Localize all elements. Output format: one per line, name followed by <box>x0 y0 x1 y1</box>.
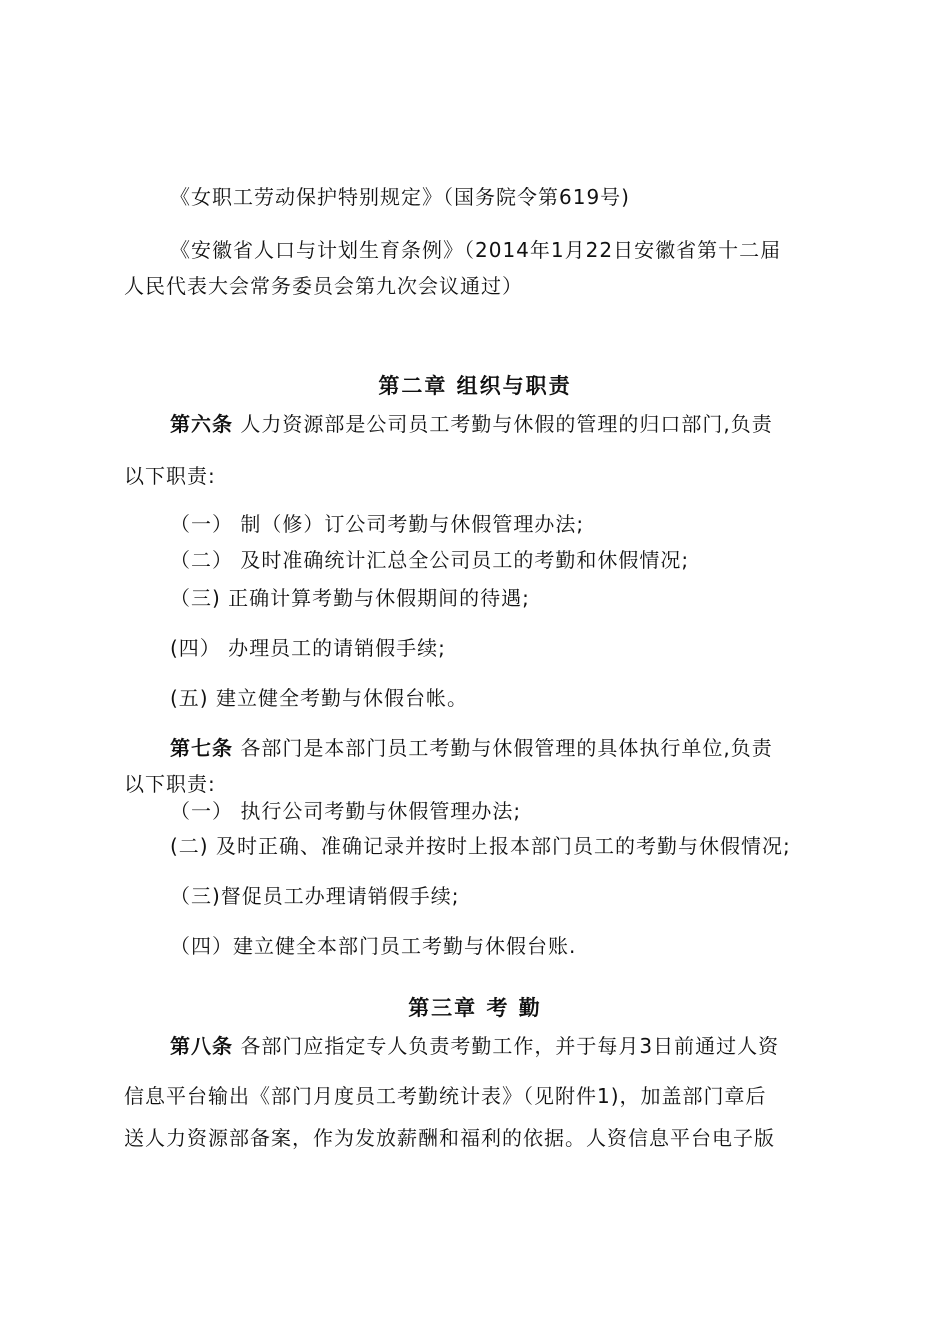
article-8-text: 各部门应指定专人负责考勤工作，并于每月3日前通过人资 <box>233 1034 780 1058</box>
article-6-item-2: （二） 及时准确统计汇总全公司员工的考勤和休假情况; <box>170 548 690 572</box>
article-7-item-4: （四）建立健全本部门员工考勤与休假台账. <box>170 934 577 958</box>
article-6-item-5: (五) 建立健全考勤与休假台帐。 <box>170 686 468 710</box>
article-7-item-1: （一） 执行公司考勤与休假管理办法; <box>170 799 522 823</box>
article-8-title: 第八条 <box>170 1034 233 1058</box>
article-7-title: 第七条 <box>170 736 233 760</box>
article-8-line-3: 送人力资源部备案，作为发放薪酬和福利的依据。人资信息平台电子版 <box>124 1126 775 1150</box>
article-6-text: 人力资源部是公司员工考勤与休假的管理的归口部门,负责 <box>233 412 773 436</box>
article-6-item-3: （三) 正确计算考勤与休假期间的待遇; <box>170 586 530 610</box>
regulation-ref-2: 《安徽省人口与计划生育条例》（2014年1月22日安徽省第十二届 <box>170 238 782 262</box>
regulation-ref-2-cont: 人民代表大会常务委员会第九次会议通过） <box>124 274 523 298</box>
article-6-item-4: (四） 办理员工的请销假手续; <box>170 636 446 660</box>
chapter-3-heading: 第三章 考 勤 <box>408 996 542 1020</box>
chapter-2-heading: 第二章 组织与职责 <box>378 374 572 398</box>
article-7-item-2: (二) 及时正确、准确记录并按时上报本部门员工的考勤与休假情况; <box>170 834 791 858</box>
article-7-cont: 以下职责: <box>124 772 216 796</box>
article-6 <box>170 410 773 438</box>
article-6-cont: 以下职责: <box>124 464 216 488</box>
article-7-text: 各部门是本部门员工考勤与休假管理的具体执行单位,负责 <box>233 736 773 760</box>
regulation-ref-1: 《女职工劳动保护特别规定》（国务院令第619号) <box>170 185 630 209</box>
article-7 <box>170 734 773 762</box>
article-6-title: 第六条 <box>170 412 233 436</box>
article-8 <box>170 1032 779 1060</box>
article-7-item-3: （三)督促员工办理请销假手续; <box>170 884 460 908</box>
article-8-line-2: 信息平台输出《部门月度员工考勤统计表》（见附件1)，加盖部门章后 <box>124 1084 767 1108</box>
article-6-item-1: （一） 制（修）订公司考勤与休假管理办法; <box>170 512 585 536</box>
